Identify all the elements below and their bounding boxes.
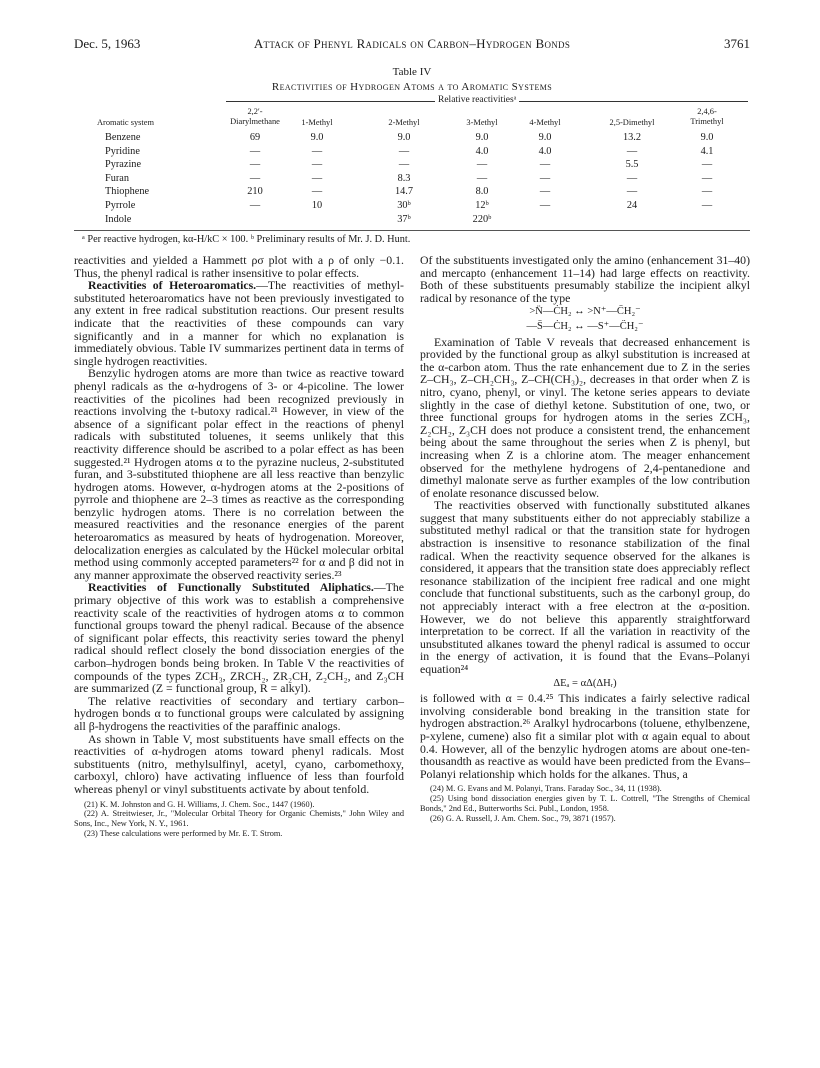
table-cell: 8.0: [475, 186, 489, 198]
table-cell: 13.2: [622, 132, 642, 143]
table-cell: —: [626, 186, 638, 198]
table-cell: —: [626, 145, 638, 157]
table-row-label: Indole: [105, 213, 132, 225]
table-cell: —: [249, 159, 261, 171]
table-number: Table IV: [392, 66, 432, 78]
table-cell: 5.5: [625, 159, 639, 171]
table-cell: 24: [626, 200, 638, 211]
table-cell: 9.0: [538, 132, 552, 143]
paragraph: As shown in Table V, most substituents have small effects on the reactivities of α-hydrogen atoms toward phenyl radicals. Most substituents (nitro, methylsulfinyl, acetyl, cyano, carbomethoxy, carboxyl, chloro) have activating influence of less than fourfold whereas phenyl or vinyl substituents activate by about tenfold.: [74, 731, 404, 796]
table-row-label: Pyrrole: [105, 200, 136, 211]
column-header: Aromatic system: [97, 118, 154, 127]
paragraph: [74, 581, 404, 694]
table-cell: 210: [247, 186, 263, 198]
table-cell: —: [626, 172, 638, 184]
evans-polanyi-equation: ΔEₐ = αΔ(ΔHᵣ): [553, 677, 617, 689]
table-cell: —: [476, 159, 488, 171]
paragraph: The relative reactivities of secondary and tertiary carbon–hydrogen bonds α to functional groups were calculated by assigning all β-hydrogens the reactivities of the paraffinic analogs.: [74, 693, 404, 733]
reference: (26) G. A. Russell, J. Am. Chem. Soc., 79, 3871 (1957).: [430, 813, 616, 823]
reference: (22) A. Streitwieser, Jr., "Molecular Orbital Theory for Organic Chemists," John Wiley and Sons, Inc., New York, N. Y., 1961.: [74, 809, 404, 829]
table-cell: 69: [249, 132, 261, 143]
table-title: Reactivities of Hydrogen Atoms α to Aromatic Systems: [271, 81, 553, 93]
paragraph: Examination of Table V reveals that decreased enhancement is provided by the functional group as alkyl substitution is increased at the α-carbon atom. Thus the rate enhancement due to Z in the series Z–CH₃, Z–CH₂CH₃, Z–CH(CH₃)₂, decreases in that order when Z is nitro, cyano, phenyl, or vinyl. The ketone series appears to deviate slightly in the case of diethyl ketone. Substitution of one, two, or three functional groups for hydrogen atoms in the series ZCH₃, Z₂CH₂, Z₃CH does not produce a consistent trend, the enhancement being about the same throughout the series when Z is phenyl, but increasing when Z is a chlorine atom. The meager enhancement observed for the methylene hydrogens of 2,4-pentanedione and dimethyl malonate serve as further examples of the low contribution of enolate resonance discussed below.: [420, 334, 750, 500]
table-cell: 9.0: [397, 132, 411, 143]
table-cell: —: [539, 159, 551, 171]
table-cell: —: [249, 172, 261, 184]
header-date: Dec. 5, 1963: [74, 36, 141, 51]
column-header: 2,4,6- Trimethyl: [690, 107, 724, 126]
table-cell: —: [249, 145, 261, 157]
table-bottom-rule: [74, 230, 750, 231]
column-header: 2,2′- Diarylmethane: [230, 107, 280, 126]
column-header: 2,5-Dimethyl: [609, 118, 655, 127]
reference: (24) M. G. Evans and M. Polanyi, Trans. Faraday Soc., 34, 11 (1938).: [430, 784, 662, 794]
paragraph: Of the substituents investigated only the amino (enhancement 31–40) and mercapto (enhancement 11–14) had large effects on reactivity. Both of these substituents presumably stabilize the incipient alkyl radical by resonance of the type: [420, 253, 750, 305]
table-cell: —: [311, 145, 323, 157]
table-cell: —: [701, 172, 713, 184]
table-cell: 4.0: [475, 145, 489, 157]
table-row-label: Thiophene: [105, 186, 150, 198]
table-cell: 9.0: [700, 132, 714, 143]
table-row-label: Pyridine: [105, 145, 140, 157]
column-header: 1-Methyl: [301, 118, 333, 127]
paragraph-text: —The primary objective of this work was to establish a comprehensive reactivity scale of the reactivities of hydrogen atoms α to common functional groups toward the phenyl radical. Because of the absence of significant polar effects, this reactivity series toward the phenyl radical should reflect closely the bond dissociation energies of the carbon–hydrogen bonds being broken. In Table V the reactivities of compounds of the types ZCH₃, ZRCH₂, ZR₂CH, Z₂CH₂, and Z₃CH are summarized (Z = functional group, R = alkyl).: [74, 580, 404, 696]
table-cell: 9.0: [310, 132, 324, 143]
column-header: 4-Methyl: [529, 118, 561, 127]
table-row-label: Furan: [105, 172, 130, 184]
table-cell: —: [539, 200, 551, 211]
table-cell: —: [701, 186, 713, 198]
column-header: 2-Methyl: [388, 118, 420, 127]
table-cell: 4.1: [700, 145, 714, 157]
table-footnote: ᵃ Per reactive hydrogen, kα-H/kC × 100. ᵇ Preliminary results of Mr. J. D. Hunt.: [82, 234, 411, 245]
section-heading: Reactivities of Functionally Substituted Aliphatics.: [88, 580, 374, 595]
reference: (25) Using bond dissociation energies given by T. L. Cottrell, "The Strengths of Chemical Bonds," 2nd Ed., Butterworths Sci. Publ., London, 1958.: [420, 794, 750, 813]
table-cell: —: [398, 159, 410, 171]
table-cell: 220ᵇ: [472, 213, 492, 225]
table-cell: —: [398, 145, 410, 157]
running-header: [74, 36, 750, 54]
table-cell: 14.7: [394, 186, 414, 198]
table-cell: —: [701, 159, 713, 171]
reference: (23) These calculations were performed by Mr. E. T. Strom.: [84, 828, 283, 838]
table-cell: —: [539, 172, 551, 184]
right-column: [420, 254, 750, 824]
paragraph: [74, 279, 404, 367]
resonance-structure: >N̈—ĊH₂ ↔ >N⁺—C̈H₂⁻: [529, 306, 641, 318]
table-row-label: Benzene: [105, 132, 141, 143]
table-cell: 4.0: [538, 145, 552, 157]
table-cell: —: [311, 159, 323, 171]
table-cell: —: [311, 186, 323, 198]
resonance-structure: —S̈—ĊH₂ ↔ —S⁺—C̈H₂⁻: [526, 320, 644, 332]
table-cell: —: [311, 172, 323, 184]
paragraph: The reactivities observed with functionally substituted alkanes suggest that many substituents either do not appreciably stabilize a substituted methyl radical or that the transition state for hydrogen abstraction is insensitive to resonance stabilization of the final radical. When the reactivity sequence observed for the alkanes is considered, it appears that the transition state does appreciably reflect resonance stabilization of the incipient free radical and one might conclude that functional substituents, such as the carbonyl group, do not appreciably interact with a free electron at the α-position. However, we do not believe this apparently straightforward interpretation to be correct. If all the variation in reactivity of the unsubstituted alkanes toward the phenyl radical is assumed to occur in the energy of activation, it is found that the Evans–Polanyi equation²⁴: [420, 498, 750, 676]
table-cell: —: [249, 200, 261, 211]
span-label: Relative reactivitiesᵃ: [435, 95, 519, 105]
table-cell: —: [476, 172, 488, 184]
table-cell: 8.3: [397, 172, 411, 184]
paragraph: reactivities and yielded a Hammett ρσ plot with a ρ of only −0.1. Thus, the phenyl radical is rather insensitive to polar effects.: [74, 253, 404, 280]
table-cell: 10: [311, 200, 323, 211]
left-column: [74, 254, 404, 839]
reference: (21) K. M. Johnston and G. H. Williams, J. Chem. Soc., 1447 (1960).: [84, 799, 315, 809]
table-cell: 30ᵇ: [397, 200, 411, 211]
section-heading: Reactivities of Heteroaromatics.: [88, 278, 257, 293]
table-cell: 9.0: [475, 132, 489, 143]
references: [420, 784, 750, 823]
page-number: 3761: [724, 36, 750, 51]
paragraph-text: —The reactivities of methyl-substituted heteroaromatics have not been previously investigated to any extent in free radical substitution reactions. Our present results indicate that the reactivities of these compounds can vary significantly and in a manner for which no explanation is immediately obvious. Table IV summarizes pertinent data in terms of single hydrogen reactivities.: [74, 278, 404, 368]
table-cell: 37ᵇ: [397, 213, 411, 225]
column-header: 3-Methyl: [466, 118, 498, 127]
references: [74, 800, 404, 839]
table-cell: 12ᵇ: [475, 200, 489, 211]
paragraph: Benzylic hydrogen atoms are more than twice as reactive toward phenyl radicals as the α-hydrogens of 3- or 4-picoline. The lower reactivities of the picolines had been recognized previously in reactions involving the t-butoxy radical.²¹ However, in view of the absence of a significant polar effect in the reactions of phenyl radicals with substituted toluenes, it seems unlikely that this reactivity difference should be ascribed to a polar effect as has been suggested.²¹ Hydrogen atoms α to the pyrazine nucleus, 2-substituted furan, and 3-substituted thiophene are all less reactive than benzylic hydrogen atoms. However, α-hydrogen atoms at the 2-positions of pyrrole and thiophene are 2–3 times as reactive as the corresponding benzylic hydrogen atoms. There is no correlation between the measured reactivities and the resonance energies of the parent heteroaromatics as measured by heats of hydrogenation. Moreover, delocalization energies as calculated by the Hückel molecular orbital method using commonly accepted parameters²² for α and β did not in any manner approximate the observed reactivity series.²³: [74, 366, 404, 582]
table-row-label: Pyrazine: [105, 159, 142, 171]
table-cell: —: [539, 186, 551, 198]
header-title: Attack of Phenyl Radicals on Carbon–Hydrogen Bonds: [253, 36, 571, 51]
paragraph: is followed with α = 0.4.²⁵ This indicates a fairly selective radical involving considerable bond breaking in the transition state for hydrogen abstraction.²⁶ Aralkyl hydrocarbons (toluene, ethylbenzene, p-xylene, cumene) also fit a similar plot with α again equal to about 0.4. However, all of the benzylic hydrogen atoms are about one-ten-thousandth as reactive as would have been predicted from the Evans–Polanyi relationship which holds for the alkanes. Thus, a: [420, 691, 750, 781]
table-cell: —: [701, 200, 713, 211]
